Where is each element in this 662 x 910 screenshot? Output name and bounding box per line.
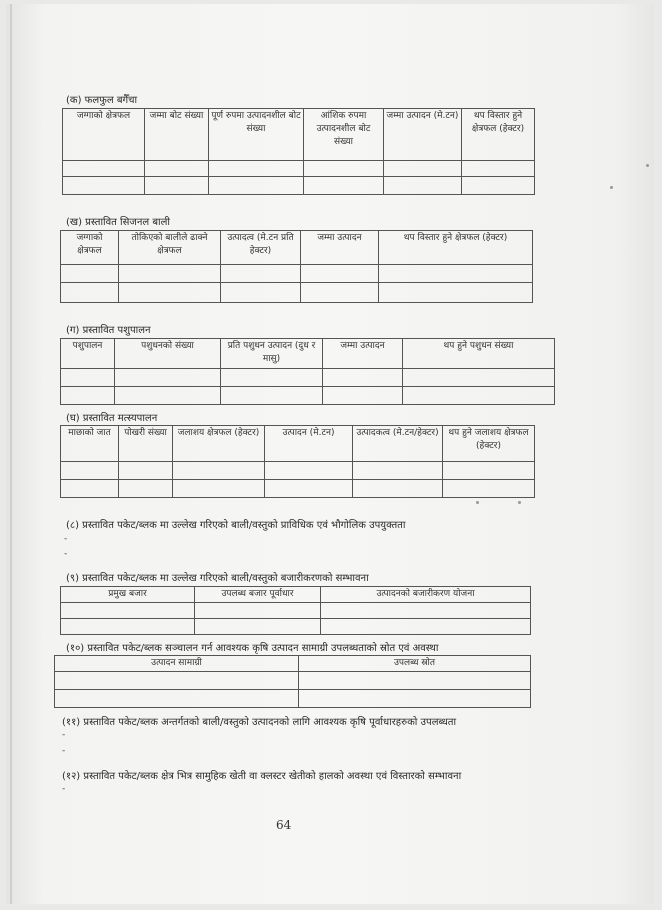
table-header: आंशिक रुपमा उत्पादनशील बोट संख्या <box>304 109 384 161</box>
section-10-title: (१०) प्रस्तावित पकेट/ब्लक सञ्चालन गर्न आवश्यक कृषि उत्पादन सामाग्री उपलब्धताको स्रोत एवं अवस्था <box>66 643 439 654</box>
table-row <box>55 672 531 690</box>
table-header: पशुपालन <box>61 339 115 369</box>
table-header: प्रमुख बजार <box>61 587 195 603</box>
table-header: पोखरी संख्या <box>119 426 173 462</box>
table-row <box>63 177 535 195</box>
table-header: उपलब्ध स्रोत <box>299 656 531 672</box>
seasonal-crop-table <box>60 230 533 303</box>
orchard-table <box>62 108 535 195</box>
section-8-title: (८) प्रस्तावित पकेट/ब्लक मा उल्लेख गरिएको बाली/वस्तुको प्राविधिक एवं भौगोलिक उपयुक्तता <box>66 520 406 531</box>
inputs-table <box>54 655 531 708</box>
table-header: पशुधनको संख्या <box>115 339 221 369</box>
table-header: थप विस्तार हुने क्षेत्रफल (हेक्टर) <box>379 231 533 265</box>
table-header: जम्मा बोट संख्या <box>145 109 209 161</box>
scan-speck <box>646 164 649 167</box>
table-header: थप हुने जलाशय क्षेत्रफल (हेक्टर) <box>443 426 535 462</box>
bullet-dash: - <box>64 549 68 559</box>
table-header: जम्मा उत्पादन <box>323 339 403 369</box>
table-row <box>55 690 531 708</box>
table-header: पूर्ण रुपमा उत्पादनशील बोट संख्या <box>209 109 304 161</box>
table-header: उत्पादत्व (मे.टन प्रति हेक्टर) <box>221 231 301 265</box>
table-header: उत्पादनको बजारीकरण योजना <box>321 587 531 603</box>
scan-speck <box>518 501 521 504</box>
bullet-dash: - <box>62 784 66 794</box>
section-11-title: (११) प्रस्तावित पकेट/ब्लक अन्तर्गतको बाली/वस्तुको उत्पादनको लागि आवश्यक कृषि पूर्वाधारहरुको उपलब्धता <box>62 717 457 728</box>
fishery-table <box>60 425 535 498</box>
bullet-dash: - <box>62 730 66 740</box>
bullet-dash: - <box>62 746 66 756</box>
marketing-table <box>60 586 531 635</box>
table-header: जम्मा उत्पादन <box>301 231 379 265</box>
table-row <box>61 619 531 635</box>
bullet-dash: - <box>64 534 68 544</box>
table-header: उपलब्ध बजार पूर्वाधार <box>195 587 321 603</box>
table-row <box>61 283 533 303</box>
table-row <box>61 603 531 619</box>
table-header: जग्गाको क्षेत्रफल <box>61 231 119 265</box>
table-header: जलाशय क्षेत्रफल (हेक्टर) <box>173 426 265 462</box>
table-header: माछाको जात <box>61 426 119 462</box>
table-header: उत्पादन सामाग्री <box>55 656 299 672</box>
table-header: उत्पादकत्व (मे.टन/हेक्टर) <box>353 426 443 462</box>
scan-edge <box>10 4 12 904</box>
table-header: जम्मा उत्पादन (मे.टन) <box>384 109 462 161</box>
section-kha-title: (ख) प्रस्तावित सिजनल बाली <box>66 217 171 228</box>
table-row <box>61 480 535 498</box>
table-header: थप विस्तार हुने क्षेत्रफल (हेक्टर) <box>462 109 535 161</box>
scan-speck <box>610 186 613 189</box>
table-row <box>61 369 555 387</box>
page-number: 64 <box>276 818 292 832</box>
table-row <box>61 387 555 405</box>
table-header: थप हुने पशुधन संख्या <box>403 339 555 369</box>
document-page <box>6 4 654 904</box>
section-ga-title: (ग) प्रस्तावित पशुपालन <box>66 325 151 336</box>
table-row <box>61 265 533 283</box>
table-header: तोकिएको बालीले ढाक्ने क्षेत्रफल <box>119 231 221 265</box>
table-row <box>61 462 535 480</box>
section-gha-title: (घ) प्रस्तावित मत्स्यपालन <box>66 413 158 424</box>
table-header: प्रति पशुधन उत्पादन (दुध र मासु) <box>221 339 323 369</box>
table-header: जग्गाको क्षेत्रफल <box>63 109 145 161</box>
livestock-table <box>60 338 555 405</box>
section-12-title: (१२) प्रस्तावित पकेट/ब्लक क्षेत्र भित्र सामुहिक खेती वा क्लस्टर खेतीको हालको अवस्था एवं विस्तारको सम्भावना <box>62 771 462 782</box>
section-ka-title: (क) फलफुल बगैँचा <box>66 95 138 106</box>
table-header: उत्पादन (मे.टन) <box>265 426 353 462</box>
scan-speck <box>476 501 479 504</box>
section-9-title: (९) प्रस्तावित पकेट/ब्लक मा उल्लेख गरिएको बाली/वस्तुको बजारीकरणको सम्भावना <box>66 573 369 584</box>
table-row <box>63 161 535 177</box>
